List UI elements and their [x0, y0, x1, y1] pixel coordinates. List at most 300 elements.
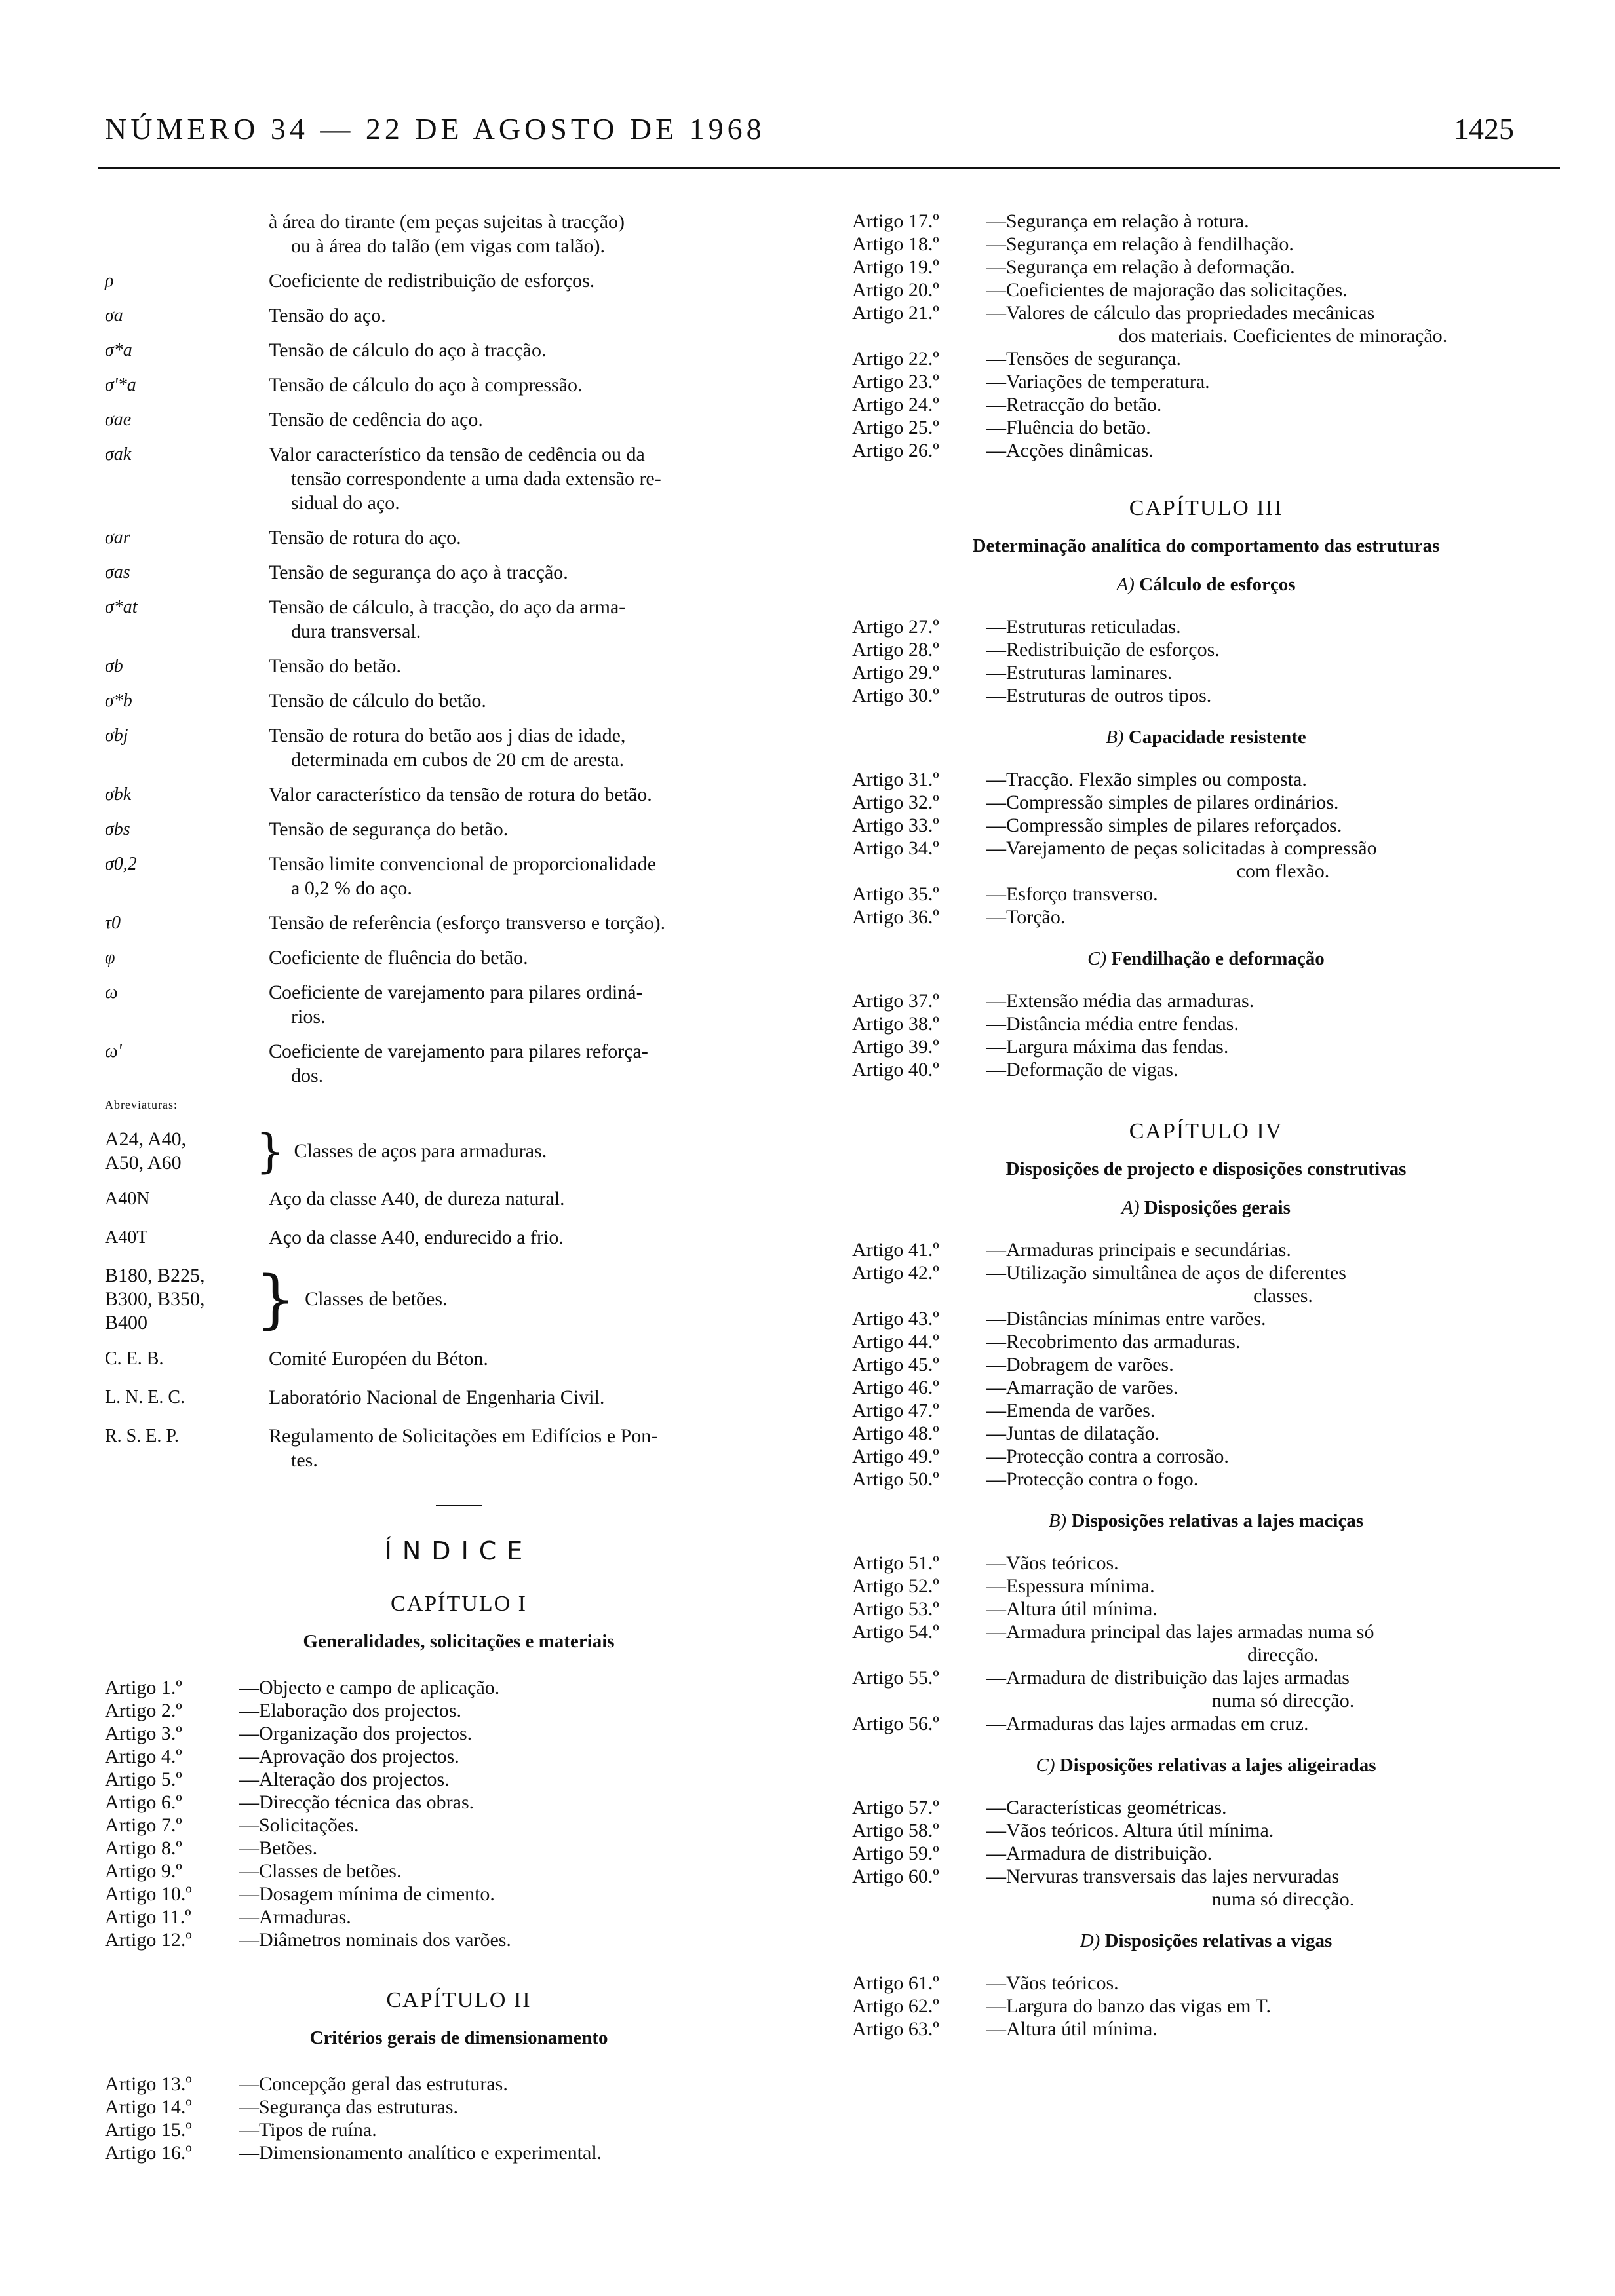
article-title [1006, 370, 1560, 393]
article-title-line: Alteração dos projectos. [259, 1769, 450, 1790]
article-entry [852, 301, 1560, 347]
article-title [1006, 791, 1560, 814]
article-title-line: Segurança em relação à fendilhação. [1006, 233, 1294, 255]
article-title [1006, 2018, 1560, 2040]
symbol-description [269, 526, 813, 550]
abbreviation-row [105, 1187, 813, 1211]
article-dash: — [986, 256, 1006, 278]
article-entry [852, 1399, 1560, 1422]
running-head [105, 111, 1514, 164]
symbol-row [105, 980, 813, 1029]
article-entry [852, 256, 1560, 278]
article-entry [852, 1598, 1560, 1620]
article-entry [105, 1928, 813, 1951]
article-title-line: numa só direcção. [1211, 1888, 1355, 1910]
article-title [1006, 638, 1560, 661]
abbreviation-text [269, 1424, 813, 1472]
article-title-line: Protecção contra o fogo. [1006, 1468, 1199, 1490]
description-line: Coeficiente de varejamento para pilares reforça- [269, 1041, 648, 1062]
article-title-line: Coeficientes de majoração das solicitações. [1006, 279, 1348, 301]
chapter-subtitle: Critérios gerais de dimensionamento [309, 2027, 608, 2048]
description-line: à área do tirante (em peças sujeitas à tracção) [269, 211, 625, 233]
article-dash: — [986, 1331, 1006, 1352]
article-entry [852, 2018, 1560, 2040]
description-line: Tensão de rotura do aço. [269, 527, 461, 548]
article-title-line: Tensões de segurança. [1006, 348, 1181, 370]
symbol: σ*b [105, 691, 132, 711]
article-title [1006, 1261, 1560, 1307]
article-label: Artigo 2.º [105, 1700, 182, 1721]
symbol: σa [105, 305, 123, 326]
article-title [1006, 814, 1560, 837]
article-title-line: Retracção do betão. [1006, 394, 1162, 415]
symbol-description [269, 1039, 813, 1088]
article-dash: — [239, 2142, 259, 2164]
symbol: σae [105, 410, 132, 430]
article-title-line: Solicitações. [259, 1814, 359, 1836]
article-entry [105, 1905, 813, 1928]
symbol: σ*at [105, 597, 138, 617]
article-label: Artigo 19.º [852, 256, 939, 278]
article-label: Artigo 54.º [852, 1621, 939, 1643]
section-heading [852, 574, 1560, 596]
abbreviation-symbol: R. S. E. P. [105, 1426, 179, 1446]
article-title-line: Estruturas laminares. [1006, 662, 1173, 683]
article-label: Artigo 10.º [105, 1883, 192, 1905]
abbreviation-row [105, 1225, 813, 1250]
article-title-line: Extensão média das armaduras. [1006, 990, 1255, 1012]
article-entry [105, 1791, 813, 1814]
article-entry [852, 1842, 1560, 1865]
article-title [1006, 1796, 1560, 1819]
article-title [1006, 256, 1560, 278]
description-line: Tensão de segurança do betão. [269, 818, 509, 840]
abbreviation-text [269, 1385, 813, 1409]
symbol-description [269, 210, 813, 258]
article-dash: — [986, 1377, 1006, 1398]
description-line: Tensão do betão. [269, 655, 402, 677]
article-title-line: numa só direcção. [1211, 1690, 1355, 1712]
article-label: Artigo 50.º [852, 1468, 939, 1490]
description-line: dos. [291, 1065, 324, 1086]
symbol: σbk [105, 784, 132, 805]
article-dash: — [986, 394, 1006, 415]
section-heading [852, 1510, 1560, 1532]
article-entry [852, 906, 1560, 928]
article-entry [852, 1819, 1560, 1842]
article-dash: — [986, 1468, 1006, 1490]
description-line: Laboratório Nacional de Engenharia Civil. [269, 1387, 605, 1408]
description-line: Tensão de cálculo do aço à tracção. [269, 339, 547, 361]
running-title: NÚMERO 34 — 22 DE AGOSTO DE 1968 [105, 112, 766, 145]
article-title-line: Dosagem mínima de cimento. [259, 1883, 495, 1905]
symbol-description [269, 852, 813, 900]
article-title-line: Betões. [259, 1837, 318, 1859]
article-label: Artigo 4.º [105, 1746, 182, 1767]
abbreviation-symbol: A40T [105, 1227, 148, 1248]
symbol-row [105, 560, 813, 584]
article-title [259, 1676, 813, 1699]
article-dash: — [986, 1843, 1006, 1864]
article-dash: — [986, 1995, 1006, 2017]
description-line: a 0,2 % do aço. [291, 877, 412, 899]
article-dash: — [986, 639, 1006, 660]
article-title [1006, 1598, 1560, 1620]
article-title [1006, 1330, 1560, 1353]
chapter-title: CAPÍTULO II [386, 1988, 532, 2012]
article-dash: — [986, 837, 1006, 859]
article-dash: — [986, 990, 1006, 1012]
article-dash: — [239, 1677, 259, 1698]
article-title [1006, 1238, 1560, 1261]
article-title-line: Armadura de distribuição das lajes armadas [1006, 1667, 1350, 1689]
article-title-line: Fluência do betão. [1006, 417, 1151, 438]
description-line: Tensão de cálculo, à tracção, do aço da arma- [269, 596, 626, 618]
article-dash: — [239, 1906, 259, 1928]
article-title [1006, 347, 1560, 370]
article-label: Artigo 36.º [852, 906, 939, 928]
section-heading [852, 1930, 1560, 1952]
article-label: Artigo 25.º [852, 417, 939, 438]
article-list [852, 989, 1560, 1081]
article-entry [852, 416, 1560, 439]
article-title [1006, 439, 1560, 462]
article-dash: — [239, 1929, 259, 1951]
description-line: Coeficiente de fluência do betão. [269, 947, 528, 968]
article-title [259, 1699, 813, 1722]
article-title-line: Armaduras. [259, 1906, 351, 1928]
article-title [1006, 1842, 1560, 1865]
article-dash: — [986, 1866, 1006, 1887]
article-label: Artigo 45.º [852, 1354, 939, 1375]
article-title [1006, 1552, 1560, 1575]
article-title-line: Concepção geral das estruturas. [259, 2073, 508, 2095]
article-title [259, 1814, 813, 1837]
article-title [1006, 1712, 1560, 1735]
steel-classes-line: A50, A60 [105, 1152, 182, 1174]
article-title-line: Aprovação dos projectos. [259, 1746, 459, 1767]
article-entry [852, 1376, 1560, 1399]
symbol-description [269, 595, 813, 643]
abbreviation-list-2 [105, 1347, 813, 1472]
article-dash: — [986, 1598, 1006, 1620]
article-title [1006, 1865, 1560, 1911]
symbol-description [269, 946, 813, 970]
article-label: Artigo 11.º [105, 1906, 191, 1928]
section-title: Disposições relativas a vigas [1104, 1930, 1333, 1951]
abbreviation-text: Aço da classe A40, de dureza natural. [269, 1188, 565, 1210]
section-letter: C) [1036, 1755, 1055, 1776]
symbol-row [105, 689, 813, 713]
page-number: 1425 [1454, 112, 1514, 145]
article-dash: — [986, 1354, 1006, 1375]
article-dash: — [239, 1814, 259, 1836]
article-entry [852, 1972, 1560, 1995]
article-label: Artigo 39.º [852, 1036, 939, 1058]
article-list [105, 2073, 813, 2164]
article-label: Artigo 21.º [852, 302, 939, 324]
article-title-line: Distância média entre fendas. [1006, 1013, 1239, 1035]
article-entry [105, 2141, 813, 2164]
article-dash: — [986, 1972, 1006, 1994]
article-entry [852, 1552, 1560, 1575]
section-title: Disposições relativas a lajes maciças [1071, 1510, 1364, 1531]
symbol-row [105, 852, 813, 900]
article-label: Artigo 48.º [852, 1423, 939, 1444]
article-dash: — [986, 1262, 1006, 1284]
article-entry [852, 1307, 1560, 1330]
symbol: ρ [105, 271, 114, 291]
symbol-row [105, 408, 813, 432]
article-dash: — [986, 417, 1006, 438]
article-entry [852, 791, 1560, 814]
symbol-description [269, 408, 813, 432]
article-title [1006, 1012, 1560, 1035]
article-title-line: Dobragem de varões. [1006, 1354, 1174, 1375]
article-title-line: Armaduras das lajes armadas em cruz. [1006, 1713, 1309, 1734]
article-title-line: Tracção. Flexão simples ou composta. [1006, 769, 1307, 790]
symbol: σbj [105, 725, 128, 746]
description-line: Tensão de segurança do aço à tracção. [269, 562, 568, 583]
article-dash: — [986, 1797, 1006, 1818]
article-title [1006, 393, 1560, 416]
article-entry [105, 1745, 813, 1768]
article-label: Artigo 43.º [852, 1308, 939, 1330]
article-title-line: Segurança em relação à rotura. [1006, 210, 1249, 232]
article-title-line: Variações de temperatura. [1006, 371, 1210, 392]
article-title-line: Valores de cálculo das propriedades mecânicas [1006, 302, 1375, 324]
article-label: Artigo 59.º [852, 1843, 939, 1864]
abbreviation-text [269, 1347, 813, 1371]
article-title-line: Varejamento de peças solicitadas à compressão [1006, 837, 1377, 859]
description-line: Tensão de rotura do betão aos j dias de idade, [269, 725, 626, 746]
steel-classes-row [105, 1124, 813, 1178]
article-label: Artigo 20.º [852, 279, 939, 301]
description-line: Tensão limite convencional de proporcionalidade [269, 853, 657, 875]
symbol-description [269, 269, 813, 293]
article-title [1006, 684, 1560, 707]
concrete-classes-line: B300, B350, [105, 1288, 205, 1310]
article-label: Artigo 57.º [852, 1797, 939, 1818]
symbol-row [105, 442, 813, 515]
description-line: tes. [291, 1449, 318, 1471]
article-entry [852, 439, 1560, 462]
article-title [259, 1722, 813, 1745]
symbol-row [105, 782, 813, 807]
article-label: Artigo 33.º [852, 814, 939, 836]
article-entry [852, 1238, 1560, 1261]
article-label: Artigo 44.º [852, 1331, 939, 1352]
article-label: Artigo 7.º [105, 1814, 182, 1836]
description-line: Tensão de cálculo do aço à compressão. [269, 374, 583, 396]
description-line: Coeficiente de redistribuição de esforços. [269, 270, 595, 292]
article-title-line: Compressão simples de pilares ordinários. [1006, 792, 1339, 813]
symbol-row [105, 526, 813, 550]
chapter-sections [852, 1197, 1560, 2040]
article-label: Artigo 17.º [852, 210, 939, 232]
article-title [1006, 615, 1560, 638]
article-title-line: Largura máxima das fendas. [1006, 1036, 1229, 1058]
article-dash: — [986, 2018, 1006, 2040]
chapter-subtitle: Generalidades, solicitações e materiais [303, 1631, 615, 1652]
description-line: Regulamento de Solicitações em Edifícios e Pon- [269, 1425, 658, 1447]
article-label: Artigo 60.º [852, 1866, 939, 1887]
section-heading [852, 1755, 1560, 1776]
description-line: Valor característico da tensão de cedência ou da [269, 444, 645, 465]
article-dash: — [986, 1239, 1006, 1261]
article-title [1006, 768, 1560, 791]
article-dash: — [239, 1837, 259, 1859]
article-list [852, 1552, 1560, 1735]
article-dash: — [239, 1723, 259, 1744]
article-title-line: direcção. [1247, 1644, 1319, 1666]
article-entry [852, 883, 1560, 906]
article-dash: — [986, 1400, 1006, 1421]
article-title-line: Armaduras principais e secundárias. [1006, 1239, 1291, 1261]
article-label: Artigo 26.º [852, 440, 939, 461]
article-dash: — [239, 2073, 259, 2095]
article-title [259, 1860, 813, 1883]
abbreviation-row [105, 1347, 813, 1371]
article-label: Artigo 22.º [852, 348, 939, 370]
article-title-line: Classes de betões. [259, 1860, 402, 1882]
article-title-line: Esforço transverso. [1006, 883, 1158, 905]
article-label: Artigo 62.º [852, 1995, 939, 2017]
chapter-title: CAPÍTULO IV [1129, 1119, 1283, 1143]
steel-classes-line: A24, A40, [105, 1128, 187, 1150]
article-title-line: Dimensionamento analítico e experimental. [259, 2142, 602, 2164]
article-entry [852, 393, 1560, 416]
article-title [1006, 1620, 1560, 1666]
article-title [1006, 1399, 1560, 1422]
steel-classes-text: Classes de aços para armaduras. [294, 1140, 547, 1162]
article-label: Artigo 42.º [852, 1262, 939, 1284]
article-dash: — [986, 371, 1006, 392]
article-dash: — [239, 1883, 259, 1905]
article-label: Artigo 1.º [105, 1677, 182, 1698]
article-title-line: Compressão simples de pilares reforçados. [1006, 814, 1342, 836]
article-list [105, 1676, 813, 1951]
chapter-subtitle: Disposições de projecto e disposições construtivas [1005, 1158, 1407, 1179]
article-title-line: Largura do banzo das vigas em T. [1006, 1995, 1272, 2017]
article-entry [105, 2073, 813, 2095]
article-entry [105, 1722, 813, 1745]
article-title-line: Armadura de distribuição. [1006, 1843, 1213, 1864]
section-title: Capacidade resistente [1128, 727, 1306, 748]
symbol-description [269, 911, 813, 935]
article-title-line: Acções dinâmicas. [1006, 440, 1154, 461]
article-entry [852, 814, 1560, 837]
article-list [852, 1972, 1560, 2040]
article-label: Artigo 49.º [852, 1445, 939, 1467]
article-label: Artigo 16.º [105, 2142, 192, 2164]
article-entry [105, 1768, 813, 1791]
article-list [852, 615, 1560, 707]
section-letter: B) [1048, 1510, 1067, 1531]
article-title [1006, 1376, 1560, 1399]
article-dash: — [986, 1552, 1006, 1574]
article-label: Artigo 31.º [852, 769, 939, 790]
article-title-line: Características geométricas. [1006, 1797, 1227, 1818]
article-title-line: Espessura mínima. [1006, 1575, 1155, 1597]
article-title-line: Estruturas reticuladas. [1006, 616, 1181, 638]
article-entry [852, 1261, 1560, 1307]
article-title-line: Amarração de varões. [1006, 1377, 1178, 1398]
concrete-classes-row [105, 1264, 813, 1335]
article-label: Artigo 5.º [105, 1769, 182, 1790]
article-label: Artigo 53.º [852, 1598, 939, 1620]
article-title [259, 1768, 813, 1791]
article-dash: — [239, 1746, 259, 1767]
description-line: Tensão de cedência do aço. [269, 409, 483, 430]
article-label: Artigo 37.º [852, 990, 939, 1012]
article-title-line: Vãos teóricos. Altura útil mínima. [1006, 1820, 1274, 1841]
section-heading [852, 727, 1560, 748]
description-line: sidual do aço. [291, 492, 400, 514]
article-title [1006, 1353, 1560, 1376]
article-title [1006, 661, 1560, 684]
article-title-line: Emenda de varões. [1006, 1400, 1156, 1421]
article-title-line: Deformação de vigas. [1006, 1059, 1178, 1081]
article-dash: — [986, 1820, 1006, 1841]
article-dash: — [986, 1059, 1006, 1081]
symbol-row [105, 817, 813, 841]
article-entry [852, 370, 1560, 393]
article-label: Artigo 13.º [105, 2073, 192, 2095]
article-title [1006, 210, 1560, 233]
description-line: determinada em cubos de 20 cm de aresta. [291, 749, 625, 771]
chapter-title: CAPÍTULO III [1129, 496, 1283, 520]
concrete-classes-text: Classes de betões. [305, 1288, 448, 1310]
symbol-list [105, 210, 813, 1088]
concrete-classes-line: B180, B225, [105, 1265, 205, 1286]
article-dash: — [986, 1036, 1006, 1058]
article-entry [852, 684, 1560, 707]
symbol-description [269, 373, 813, 397]
article-title [1006, 1468, 1560, 1491]
article-entry [852, 837, 1560, 883]
article-dash: — [986, 1013, 1006, 1035]
section-title: Fendilhação e deformação [1111, 948, 1325, 969]
brace: } [256, 1263, 296, 1336]
article-entry [852, 1620, 1560, 1666]
symbol: σak [105, 444, 132, 465]
abbreviation-symbol: L. N. E. C. [105, 1387, 185, 1407]
abbreviation-text: Aço da classe A40, endurecido a frio. [269, 1227, 564, 1248]
article-entry [852, 768, 1560, 791]
abbreviation-row [105, 1385, 813, 1409]
article-title-line: Vãos teóricos. [1006, 1972, 1119, 1994]
article-entry [105, 1883, 813, 1905]
article-title [259, 2118, 813, 2141]
description-line: Valor característico da tensão de rotura do betão. [269, 784, 652, 805]
article-dash: — [986, 1713, 1006, 1734]
article-title-line: Segurança em relação à deformação. [1006, 256, 1295, 278]
section-letter: A) [1116, 574, 1135, 595]
article-title [1006, 1307, 1560, 1330]
description-line: tensão correspondente a uma dada extensão re- [291, 468, 661, 489]
article-title [1006, 301, 1560, 347]
symbol: σb [105, 656, 123, 676]
article-title-line: Tipos de ruína. [259, 2119, 377, 2141]
article-title-line: Diâmetros nominais dos varões. [259, 1929, 511, 1951]
symbol: τ0 [105, 913, 121, 933]
article-dash: — [986, 883, 1006, 905]
article-label: Artigo 56.º [852, 1713, 939, 1734]
article-label: Artigo 61.º [852, 1972, 939, 1994]
article-title [1006, 1445, 1560, 1468]
article-dash: — [986, 1423, 1006, 1444]
